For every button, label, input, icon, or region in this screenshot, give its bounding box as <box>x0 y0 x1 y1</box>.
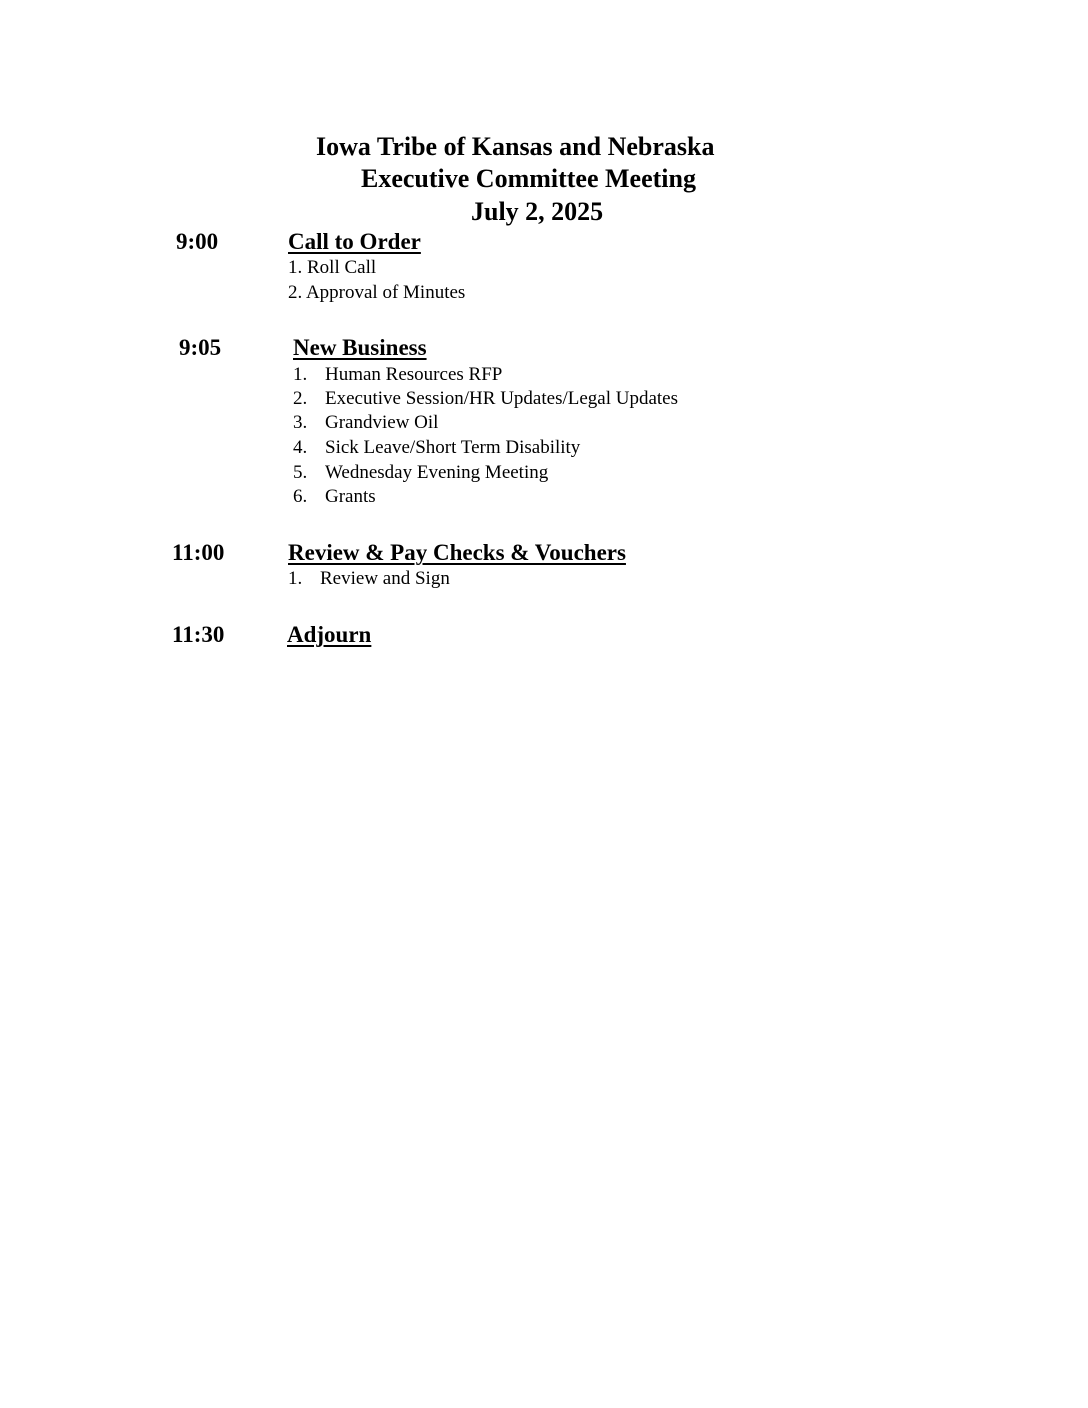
agenda-time-review-pay: 11:00 <box>172 540 225 565</box>
agenda-item <box>293 411 438 435</box>
agenda-item-text: Executive Session/HR Updates/Legal Updates <box>325 388 679 409</box>
agenda-item-number: 1. <box>288 568 303 589</box>
agenda-item <box>288 567 450 591</box>
agenda-item: 2. Approval of Minutes <box>288 282 466 303</box>
meeting-date: July 2, 2025 <box>471 197 604 226</box>
agenda-item-text: Grants <box>325 486 376 507</box>
agenda-heading-review-pay: Review & Pay Checks & Vouchers <box>288 540 626 565</box>
agenda-heading-call-to-order: Call to Order <box>288 229 421 254</box>
agenda-item-number: 6. <box>293 486 308 507</box>
agenda-time-adjourn: 11:30 <box>172 622 225 647</box>
org-title: Iowa Tribe of Kansas and Nebraska <box>316 132 715 161</box>
agenda-item-text: Wednesday Evening Meeting <box>325 462 549 483</box>
agenda-item: 1. Roll Call <box>288 257 377 278</box>
meeting-title: Executive Committee Meeting <box>361 164 696 193</box>
agenda-item-number: 4. <box>293 437 308 458</box>
agenda-item-text: Grandview Oil <box>325 412 439 433</box>
agenda-item-text: Sick Leave/Short Term Disability <box>325 437 581 458</box>
agenda-item-text: Human Resources RFP <box>325 364 503 385</box>
agenda-time-call-to-order: 9:00 <box>176 229 219 254</box>
agenda-time-new-business: 9:05 <box>179 335 222 360</box>
agenda-heading-adjourn: Adjourn <box>287 622 372 647</box>
agenda-item-number: 2. <box>293 388 308 409</box>
agenda-item <box>293 485 376 509</box>
agenda-heading-new-business: New Business <box>293 335 427 360</box>
agenda-item <box>293 363 502 387</box>
agenda-item-number: 3. <box>293 412 308 433</box>
agenda-item-number: 5. <box>293 462 308 483</box>
agenda-item-number: 1. <box>293 364 308 385</box>
agenda-item-text: Review and Sign <box>320 568 450 589</box>
agenda-item <box>293 436 580 460</box>
agenda-item <box>293 461 548 485</box>
agenda-item <box>293 387 678 411</box>
